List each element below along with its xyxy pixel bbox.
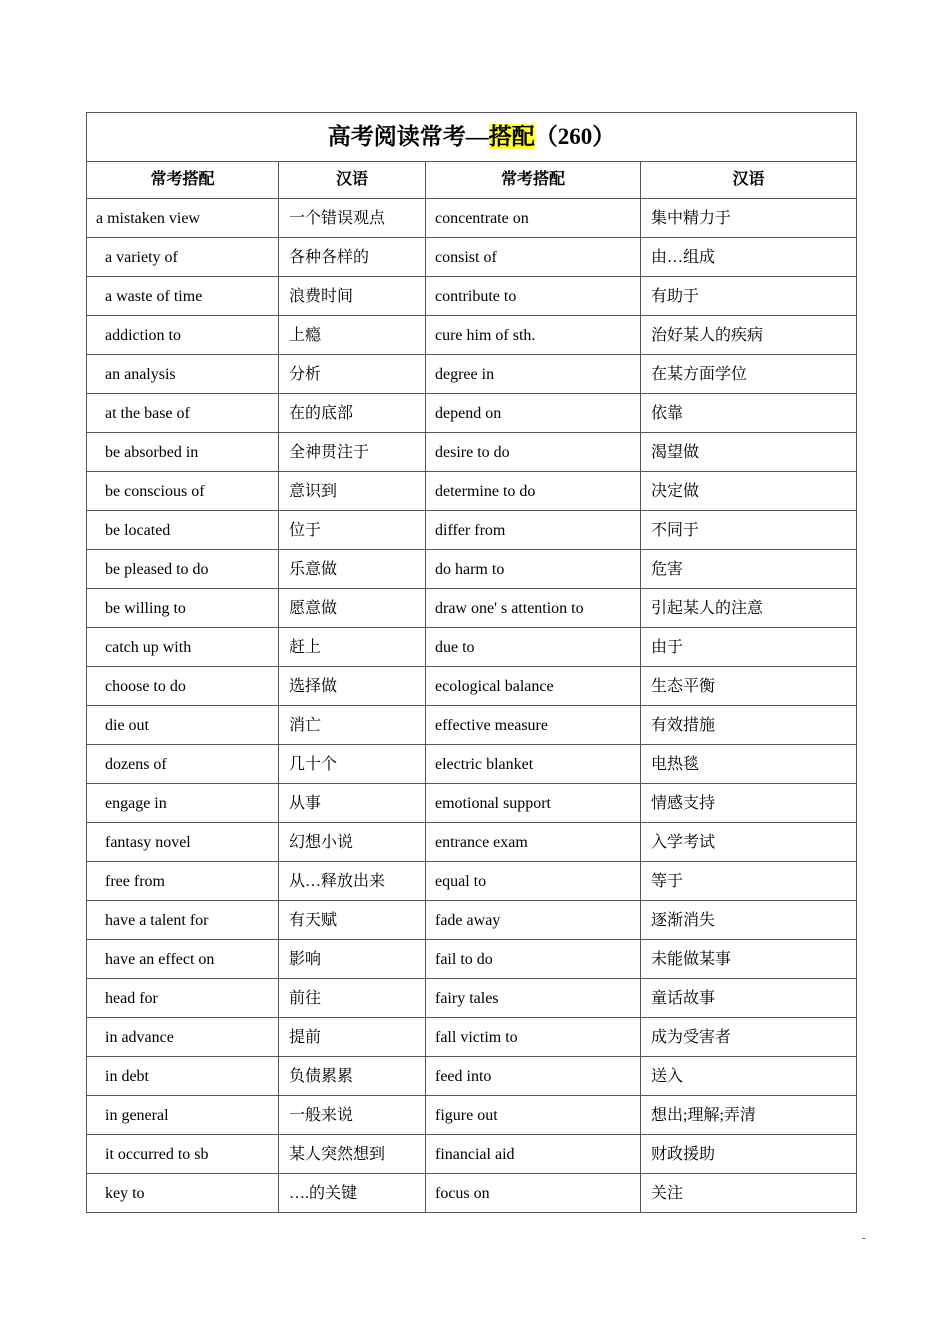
chinese-cell: 分析 (279, 355, 426, 394)
chinese-cell: 有助于 (641, 277, 857, 316)
chinese-cell: 在某方面学位 (641, 355, 857, 394)
collocation-cell: be pleased to do (87, 550, 279, 589)
collocation-cell: fantasy novel (87, 823, 279, 862)
collocation-cell: have an effect on (87, 940, 279, 979)
title-row (87, 113, 857, 162)
table-row (87, 433, 857, 472)
chinese-cell: 集中精力于 (641, 199, 857, 238)
table-row (87, 1135, 857, 1174)
collocation-cell: in debt (87, 1057, 279, 1096)
table-row (87, 862, 857, 901)
table-row (87, 901, 857, 940)
title-highlight: 搭配 (488, 124, 535, 149)
collocation-cell: effective measure (426, 706, 641, 745)
collocation-cell: free from (87, 862, 279, 901)
table-title (87, 113, 857, 162)
collocation-cell: degree in (426, 355, 641, 394)
collocation-cell: die out (87, 706, 279, 745)
collocation-cell: a waste of time (87, 277, 279, 316)
collocation-cell: do harm to (426, 550, 641, 589)
chinese-cell: 负债累累 (279, 1057, 426, 1096)
chinese-cell: 财政援助 (641, 1135, 857, 1174)
table-row (87, 277, 857, 316)
collocation-cell: at the base of (87, 394, 279, 433)
table-body (87, 199, 857, 1213)
collocation-cell: a mistaken view (87, 199, 279, 238)
chinese-cell: 童话故事 (641, 979, 857, 1018)
collocation-cell: be conscious of (87, 472, 279, 511)
collocation-cell: engage in (87, 784, 279, 823)
chinese-cell: 选择做 (279, 667, 426, 706)
vocabulary-table (86, 112, 857, 1213)
chinese-cell: 决定做 (641, 472, 857, 511)
table-row (87, 706, 857, 745)
chinese-cell: 送入 (641, 1057, 857, 1096)
table-row (87, 472, 857, 511)
collocation-cell: consist of (426, 238, 641, 277)
chinese-cell: 幻想小说 (279, 823, 426, 862)
table-row (87, 979, 857, 1018)
chinese-cell: 意识到 (279, 472, 426, 511)
chinese-cell: 一般来说 (279, 1096, 426, 1135)
header-collocation-2: 常考搭配 (426, 162, 641, 199)
chinese-cell: 由于 (641, 628, 857, 667)
collocation-cell: be located (87, 511, 279, 550)
chinese-cell: 治好某人的疾病 (641, 316, 857, 355)
table-row (87, 745, 857, 784)
table-row (87, 1057, 857, 1096)
header-collocation-1: 常考搭配 (87, 162, 279, 199)
title-suffix: （260） (534, 124, 616, 149)
collocation-cell: depend on (426, 394, 641, 433)
table-row (87, 589, 857, 628)
collocation-cell: determine to do (426, 472, 641, 511)
collocation-cell: concentrate on (426, 199, 641, 238)
chinese-cell: 愿意做 (279, 589, 426, 628)
table-row (87, 628, 857, 667)
header-chinese-1: 汉语 (279, 162, 426, 199)
chinese-cell: 从…释放出来 (279, 862, 426, 901)
chinese-cell: 某人突然想到 (279, 1135, 426, 1174)
table-row (87, 316, 857, 355)
chinese-cell: 情感支持 (641, 784, 857, 823)
chinese-cell: 提前 (279, 1018, 426, 1057)
collocation-cell: differ from (426, 511, 641, 550)
collocation-cell: feed into (426, 1057, 641, 1096)
collocation-cell: head for (87, 979, 279, 1018)
collocation-cell: an analysis (87, 355, 279, 394)
collocation-cell: dozens of (87, 745, 279, 784)
collocation-cell: electric blanket (426, 745, 641, 784)
collocation-cell: in advance (87, 1018, 279, 1057)
collocation-cell: addiction to (87, 316, 279, 355)
collocation-cell: it occurred to sb (87, 1135, 279, 1174)
chinese-cell: 全神贯注于 (279, 433, 426, 472)
collocation-cell: a variety of (87, 238, 279, 277)
collocation-cell: have a talent for (87, 901, 279, 940)
chinese-cell: 危害 (641, 550, 857, 589)
collocation-cell: equal to (426, 862, 641, 901)
chinese-cell: 依靠 (641, 394, 857, 433)
table-row (87, 550, 857, 589)
table-row (87, 940, 857, 979)
chinese-cell: 几十个 (279, 745, 426, 784)
collocation-cell: be absorbed in (87, 433, 279, 472)
chinese-cell: 逐渐消失 (641, 901, 857, 940)
chinese-cell: 一个错误观点 (279, 199, 426, 238)
chinese-cell: 不同于 (641, 511, 857, 550)
page-marker: - (862, 1232, 866, 1244)
table-row (87, 394, 857, 433)
chinese-cell: 上瘾 (279, 316, 426, 355)
chinese-cell: 前往 (279, 979, 426, 1018)
collocation-cell: catch up with (87, 628, 279, 667)
collocation-cell: key to (87, 1174, 279, 1213)
chinese-cell: 渴望做 (641, 433, 857, 472)
collocation-cell: due to (426, 628, 641, 667)
chinese-cell: 在的底部 (279, 394, 426, 433)
collocation-cell: ecological balance (426, 667, 641, 706)
table-row (87, 784, 857, 823)
collocation-cell: figure out (426, 1096, 641, 1135)
chinese-cell: 成为受害者 (641, 1018, 857, 1057)
table-row (87, 199, 857, 238)
table-row (87, 511, 857, 550)
chinese-cell: 从事 (279, 784, 426, 823)
chinese-cell: 由…组成 (641, 238, 857, 277)
chinese-cell: 生态平衡 (641, 667, 857, 706)
table-row (87, 1174, 857, 1213)
table-row (87, 238, 857, 277)
chinese-cell: 电热毯 (641, 745, 857, 784)
chinese-cell: 各种各样的 (279, 238, 426, 277)
title-prefix: 高考阅读常考— (327, 124, 489, 149)
collocation-cell: emotional support (426, 784, 641, 823)
chinese-cell: 有效措施 (641, 706, 857, 745)
collocation-cell: focus on (426, 1174, 641, 1213)
collocation-cell: choose to do (87, 667, 279, 706)
collocation-cell: draw one' s attention to (426, 589, 641, 628)
table-row (87, 355, 857, 394)
collocation-cell: fall victim to (426, 1018, 641, 1057)
collocation-cell: entrance exam (426, 823, 641, 862)
collocation-cell: fairy tales (426, 979, 641, 1018)
chinese-cell: ….的关键 (279, 1174, 426, 1213)
chinese-cell: 入学考试 (641, 823, 857, 862)
collocation-cell: be willing to (87, 589, 279, 628)
table-row (87, 1018, 857, 1057)
chinese-cell: 位于 (279, 511, 426, 550)
chinese-cell: 未能做某事 (641, 940, 857, 979)
collocation-cell: cure him of sth. (426, 316, 641, 355)
chinese-cell: 关注 (641, 1174, 857, 1213)
chinese-cell: 有天赋 (279, 901, 426, 940)
header-chinese-2: 汉语 (641, 162, 857, 199)
chinese-cell: 影响 (279, 940, 426, 979)
chinese-cell: 赶上 (279, 628, 426, 667)
header-row (87, 162, 857, 199)
collocation-cell: fail to do (426, 940, 641, 979)
chinese-cell: 引起某人的注意 (641, 589, 857, 628)
table-row (87, 823, 857, 862)
collocation-cell: contribute to (426, 277, 641, 316)
table-row (87, 1096, 857, 1135)
chinese-cell: 乐意做 (279, 550, 426, 589)
collocation-cell: fade away (426, 901, 641, 940)
chinese-cell: 等于 (641, 862, 857, 901)
table-row (87, 667, 857, 706)
collocation-cell: financial aid (426, 1135, 641, 1174)
chinese-cell: 消亡 (279, 706, 426, 745)
chinese-cell: 想出;理解;弄清 (641, 1096, 857, 1135)
collocation-cell: in general (87, 1096, 279, 1135)
chinese-cell: 浪费时间 (279, 277, 426, 316)
collocation-cell: desire to do (426, 433, 641, 472)
